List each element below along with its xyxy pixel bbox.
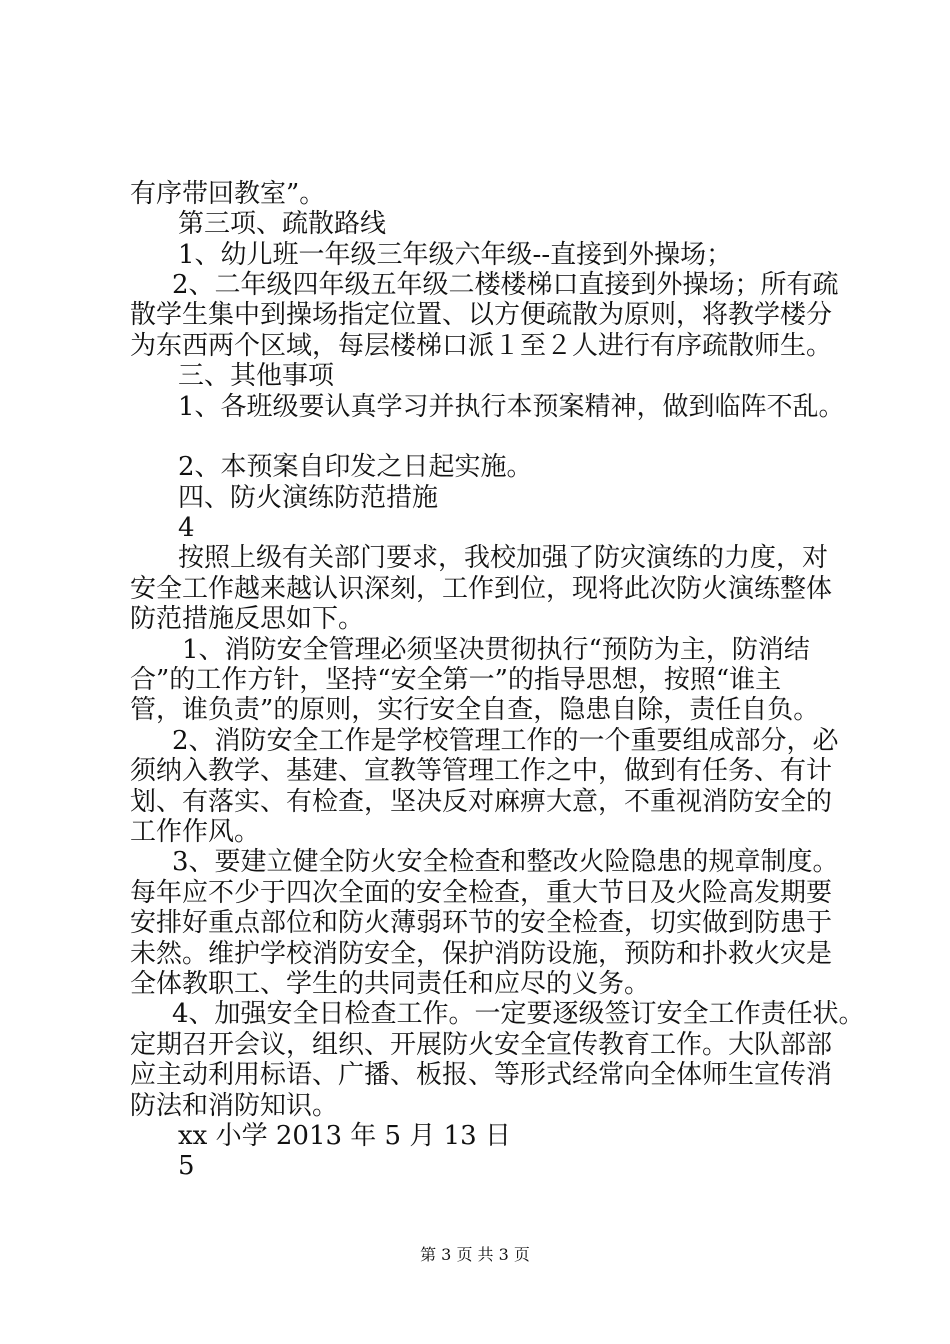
text-line: 有序带回教室”。 bbox=[130, 179, 326, 209]
text-line: 4、加强安全日检查工作。一定要逐级签订安全工作责任状。 bbox=[172, 999, 865, 1029]
text-line: 工作作风。 bbox=[130, 817, 261, 847]
text-line: 定期召开会议，组织、开展防火安全宣传教育工作。大队部部 bbox=[130, 1030, 833, 1060]
section-heading: 三、其他事项 bbox=[178, 361, 335, 391]
text-line: 管，谁负责”的原则，实行安全自查，隐患自除，责任自负。 bbox=[130, 695, 820, 725]
text-line: 安排好重点部位和防火薄弱环节的安全检查，切实做到防患于 bbox=[130, 908, 833, 938]
text-line: 防范措施反思如下。 bbox=[130, 604, 365, 634]
page-number-marker: 5 bbox=[178, 1151, 195, 1181]
text-line: 为东西两个区域，每层楼梯口派１至２人进行有序疏散师生。 bbox=[130, 331, 833, 361]
signature-date: xx 小学 2013 年 5 月 13 日 bbox=[178, 1121, 511, 1151]
page-footer: 第 3 页 共 3 页 bbox=[420, 1245, 530, 1264]
text-line: 1、消防安全管理必须坚决贯彻执行“预防为主，防消结 bbox=[182, 635, 810, 665]
text-line: 安全工作越来越认识深刻，工作到位，现将此次防火演练整体 bbox=[130, 574, 833, 604]
section-heading: 四、防火演练防范措施 bbox=[178, 483, 439, 513]
text-line: 划、有落实、有检查，坚决反对麻痹大意，不重视消防安全的 bbox=[130, 787, 833, 817]
section-heading: 第三项、疏散路线 bbox=[178, 209, 387, 239]
text-line: 3、要建立健全防火安全检查和整改火险隐患的规章制度。 bbox=[172, 847, 839, 877]
text-line: 合”的工作方针，坚持“安全第一”的指导思想，按照“谁主 bbox=[130, 665, 782, 695]
text-line: 2、消防安全工作是学校管理工作的一个重要组成部分，必 bbox=[172, 726, 839, 756]
text-line: 散学生集中到操场指定位置、以方便疏散为原则，将教学楼分 bbox=[130, 300, 833, 330]
text-line: 未然。维护学校消防安全，保护消防设施，预防和扑救火灾是 bbox=[130, 939, 833, 969]
page-number-marker: 4 bbox=[178, 513, 195, 543]
text-line: 1、幼儿班一年级三年级六年级--直接到外操场； bbox=[178, 240, 733, 270]
text-line: 每年应不少于四次全面的安全检查，重大节日及火险高发期要 bbox=[130, 878, 833, 908]
text-line: 防法和消防知识。 bbox=[130, 1091, 339, 1121]
text-line: 应主动利用标语、广播、板报、等形式经常向全体师生宣传消 bbox=[130, 1060, 833, 1090]
text-line: 按照上级有关部门要求，我校加强了防灾演练的力度，对 bbox=[178, 543, 829, 573]
text-line: 2、本预案自印发之日起实施。 bbox=[178, 452, 533, 482]
text-line: 全体教职工、学生的共同责任和应尽的义务。 bbox=[130, 969, 651, 999]
text-line: 2、二年级四年级五年级二楼楼梯口直接到外操场；所有疏 bbox=[172, 270, 839, 300]
text-line: 1、各班级要认真学习并执行本预案精神，做到临阵不乱。 bbox=[178, 392, 845, 422]
text-line: 须纳入教学、基建、宣教等管理工作之中，做到有任务、有计 bbox=[130, 756, 833, 786]
